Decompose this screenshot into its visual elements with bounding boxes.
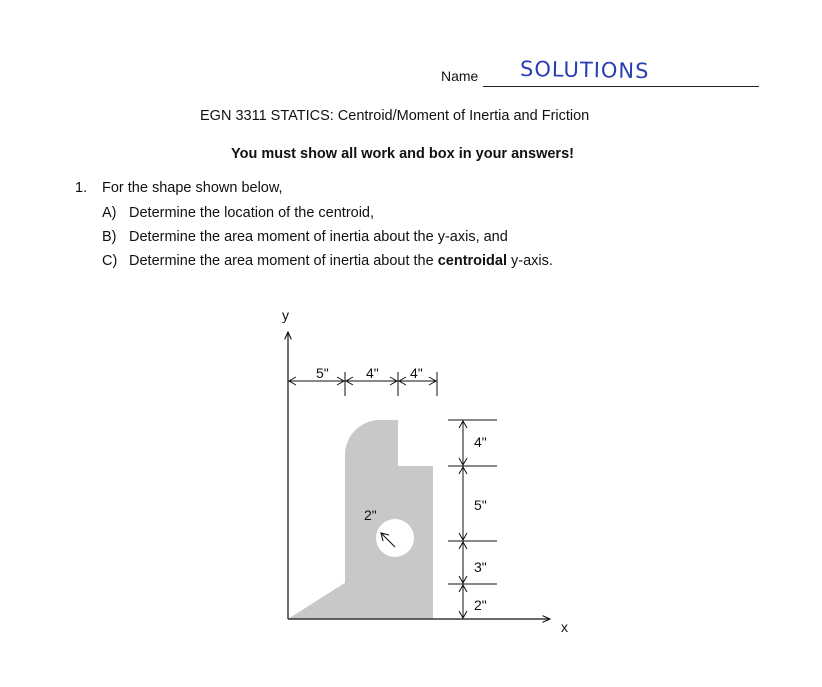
part-letter: B) <box>102 229 117 245</box>
vertical-dimensions <box>448 420 497 619</box>
x-axis-label: x <box>561 619 568 635</box>
problem-number: 1. <box>75 180 88 196</box>
name-handwritten: SOLUTIONS <box>519 56 650 84</box>
dim-label-4in-horizontal-a: 4" <box>366 365 379 381</box>
part-text: y-axis. <box>507 253 553 269</box>
name-label: Name <box>441 68 479 84</box>
exam-instruction: You must show all work and box in your answers! <box>231 146 574 162</box>
dim-label-5in-horizontal: 5" <box>316 365 329 381</box>
dim-label-4in-vertical: 4" <box>474 434 487 450</box>
exam-title: EGN 3311 STATICS: Centroid/Moment of Inertia and Friction <box>200 108 590 124</box>
hole-leader-arrow <box>381 533 395 547</box>
part-text: Determine the area moment of inertia about the y-axis, and <box>129 229 508 245</box>
problem-prompt: For the shape shown below, <box>102 180 283 196</box>
part-text: Determine the area moment of inertia about the <box>129 253 438 269</box>
dim-label-4in-horizontal-b: 4" <box>410 365 423 381</box>
part-text-bold: centroidal <box>437 253 507 269</box>
dim-label-3in-vertical: 3" <box>474 559 487 575</box>
part-letter: C) <box>102 253 118 269</box>
y-axis-label: y <box>282 307 289 323</box>
dim-label-2in-vertical: 2" <box>474 597 487 613</box>
composite-shape <box>288 420 433 619</box>
hole-diameter-label: 2" <box>364 507 377 523</box>
part-letter: A) <box>102 205 117 221</box>
dim-label-5in-vertical: 5" <box>474 497 487 513</box>
part-text: Determine the location of the centroid, <box>129 205 375 221</box>
